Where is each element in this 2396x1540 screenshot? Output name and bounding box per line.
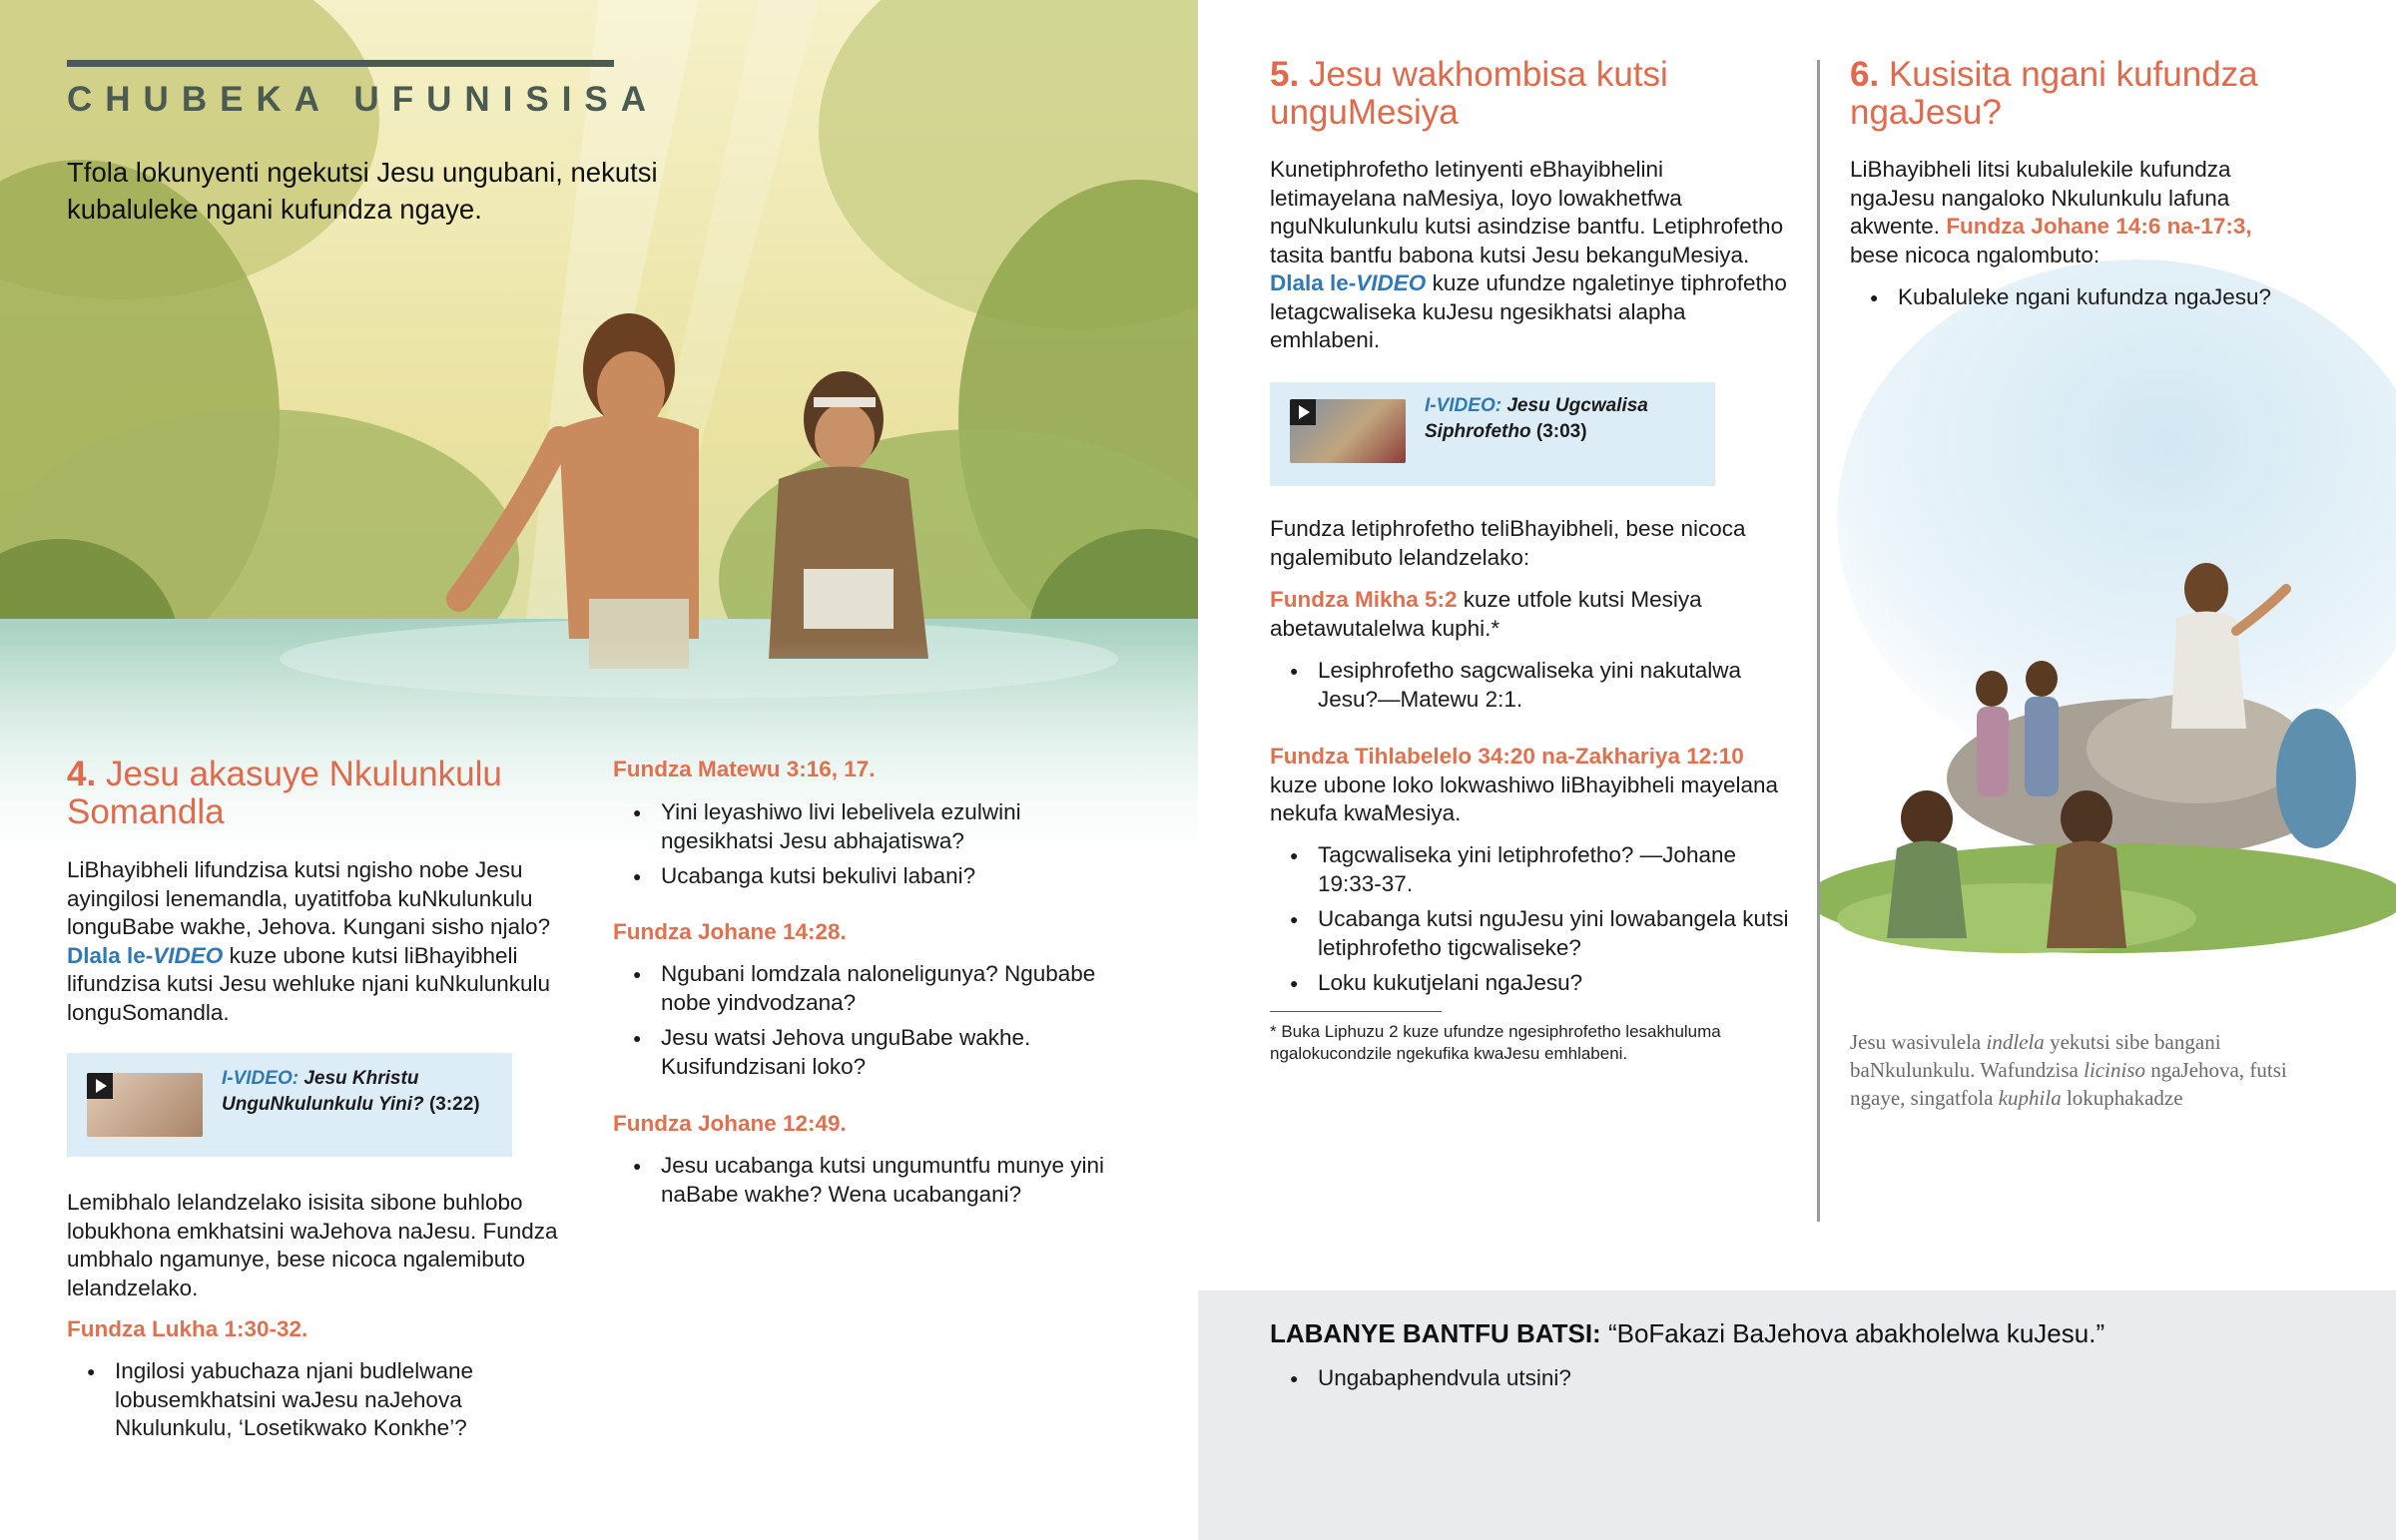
video-card[interactable] — [1270, 382, 1715, 486]
illustration-caption: Jesu wasivulela indlela yekutsi sibe bangani baNkulunkulu. Wafundzisa liciniso ngaJehova, futsi ngaye, singatfola kuphila lokuphakadze — [1850, 1030, 2287, 1110]
scripture-ref-tihlabelelo[interactable]: Fundza Tihlabelelo 34:20 na-Zakhariya 12:10 — [1270, 744, 1744, 769]
question-item: ● Ingilosi yabuchaza njani budlelwane lobusemkhatsini waJesu naJehova Nkulunkulu, ‘Losetikwako Konkhe’? — [67, 1357, 516, 1443]
baptism-illustration — [0, 0, 1198, 878]
video-card[interactable] — [67, 1053, 512, 1157]
section-5-read-tihlabelelo: Fundza Tihlabelelo 34:20 na-Zakhariya 12:10 kuze ubone loko lokwashiwo liBhayibheli mayelana nekufa kwaMesiya. — [1270, 744, 1779, 825]
scripture-ref-lukha[interactable]: Fundza Lukha 1:30-32. — [67, 1316, 308, 1341]
section-6-paragraph: LiBhayibheli litsi kubalulekile kufundza ngaJesu nangaloko Nkulunkulu lafuna akwente. Fundza Johane 14:6 na-17:3, bese nicoca ngalombuto: — [1850, 157, 2252, 267]
question-list — [1270, 841, 1789, 1005]
section-4-paragraph-2: Lemibhalo lelandzelako isisita sibone buhlobo lobukhona emkhatsini waJehova naJesu. Fundza umbhalo ngamunye, bese nicoca ngalemibuto lelandzelako. — [67, 1190, 558, 1300]
section-4-title: 4. Jesu akasuye Nkulunkulu Somandla — [67, 755, 502, 831]
play-video-link[interactable]: Dlala le-VIDEO — [1270, 270, 1427, 295]
question-item: ● Loku kukutjelani ngaJesu? — [1270, 969, 1789, 998]
others-say-heading: LABANYE BANTFU BATSI: “BoFakazi BaJehova abakholelwa kuJesu.” — [1270, 1318, 2105, 1348]
question-list — [613, 1152, 1132, 1216]
scripture-ref-mikha[interactable]: Fundza Mikha 5:2 — [1270, 587, 1458, 612]
question-item: ● Yini leyashiwo livi lebelivela ezulwini ngesikhatsi Jesu abhajatiswa? — [613, 798, 1132, 855]
video-thumbnail[interactable] — [87, 1073, 203, 1137]
scripture-ref-johane-14[interactable]: Fundza Johane 14:28. — [613, 919, 847, 944]
question-item: ● Kubaluleke ngani kufundza ngaJesu? — [1850, 283, 2349, 312]
question-list — [1850, 283, 2349, 319]
section-5-read-mikha: Fundza Mikha 5:2 kuze utfole kutsi Mesiya abetawutalelwa kuphi.* — [1270, 587, 1702, 641]
section-5-paragraph-2: Fundza letiphrofetho teliBhayibheli, bese nicoca ngalemibuto lelandzelako: — [1270, 516, 1746, 570]
kicker-rule — [67, 60, 614, 67]
section-5-paragraph: Kunetiphrofetho letinyenti eBhayibhelini letimayelana naMesiya, loyo lowakhetfwa nguNkulunkulu kutsi asindzise bantfu. Letiphrofetho tasita bantfu babona kutsi Jesu bekanguMesiya. Dlala le-VIDEO kuze ufundze ngaletinye tiphrofetho letagcwaliseka kuJesu ngesikhatsi alapha emhlabeni. — [1270, 157, 1787, 352]
question-item: ● Ucabanga kutsi bekulivi labani? — [613, 862, 1132, 891]
question-item: ● Tagcwaliseka yini letiphrofetho? —Johane 19:33-37. — [1270, 841, 1789, 898]
play-video-link[interactable]: Dlala le-VIDEO — [67, 942, 224, 968]
video-title: I-VIDEO: Jesu Ugcwalisa Siphrofetho (3:03) — [1425, 395, 1648, 442]
question-list — [1270, 1364, 1969, 1400]
question-list — [613, 960, 1132, 1088]
scripture-ref-matewu[interactable]: Fundza Matewu 3:16, 17. — [613, 757, 876, 781]
question-list — [67, 1357, 516, 1450]
footnote: * Buka Liphuzu 2 kuze ufundze ngesiphrofetho lesakhuluma ngalokucondzile ngekufika kwaJesu emhlabeni. — [1270, 1022, 1721, 1063]
section-6-title: 6. Kusisita ngani kufundza ngaJesu? — [1850, 55, 2258, 132]
play-icon[interactable] — [1290, 399, 1316, 425]
question-item: ● Jesu ucabanga kutsi ungumuntfu munye yini naBabe wakhe? Wena ucabangani? — [613, 1152, 1132, 1209]
question-item: ● Ngubani lomdzala naloneligunya? Ngubabe nobe yindvodzana? — [613, 960, 1132, 1017]
section-kicker: CHUBEKA UFUNISISA — [67, 80, 660, 119]
question-list — [613, 798, 1132, 898]
scripture-ref-johane-14-6[interactable]: Fundza Johane 14:6 na-17:3, — [1946, 214, 2252, 239]
question-item: ● Jesu watsi Jehova unguBabe wakhe. Kusifundzisani loko? — [613, 1024, 1132, 1081]
question-list — [1270, 657, 1789, 721]
play-icon[interactable] — [87, 1073, 113, 1099]
video-thumbnail[interactable] — [1290, 399, 1406, 463]
intro-text: Tfola lokunyenti ngekutsi Jesu ungubani, nekutsi kubaluleke ngani kufundza ngaye. — [67, 157, 658, 225]
question-item: ● Lesiphrofetho sagcwaliseka yini nakutalwa Jesu?—Matewu 2:1. — [1270, 657, 1789, 714]
scripture-ref-johane-12[interactable]: Fundza Johane 12:49. — [613, 1111, 847, 1136]
question-item: ● Ucabanga kutsi nguJesu yini lowabangela kutsi letiphrofetho tigcwaliseke? — [1270, 905, 1789, 962]
teaching-illustration — [1817, 259, 2396, 1018]
video-title: I-VIDEO: Jesu Khristu UnguNkulunkulu Yini? (3:22) — [222, 1068, 480, 1115]
column-divider — [1817, 60, 1820, 1222]
question-item: ● Ungabaphendvula utsini? — [1270, 1364, 1969, 1393]
section-5-title: 5. Jesu wakhombisa kutsi unguMesiya — [1270, 55, 1668, 132]
section-4-paragraph: LiBhayibheli lifundzisa kutsi ngisho nobe Jesu ayingilosi lenemandla, uyatitfoba kuNkulunkulu longuBabe wakhe, Jehova. Kungani sisho njalo? Dlala le-VIDEO kuze ubone kutsi liBhayibheli lifundzisa kutsi Jesu wehluke njani kuNkulunkulu longuSomandla. — [67, 857, 551, 1025]
footnote-rule — [1270, 1011, 1442, 1012]
